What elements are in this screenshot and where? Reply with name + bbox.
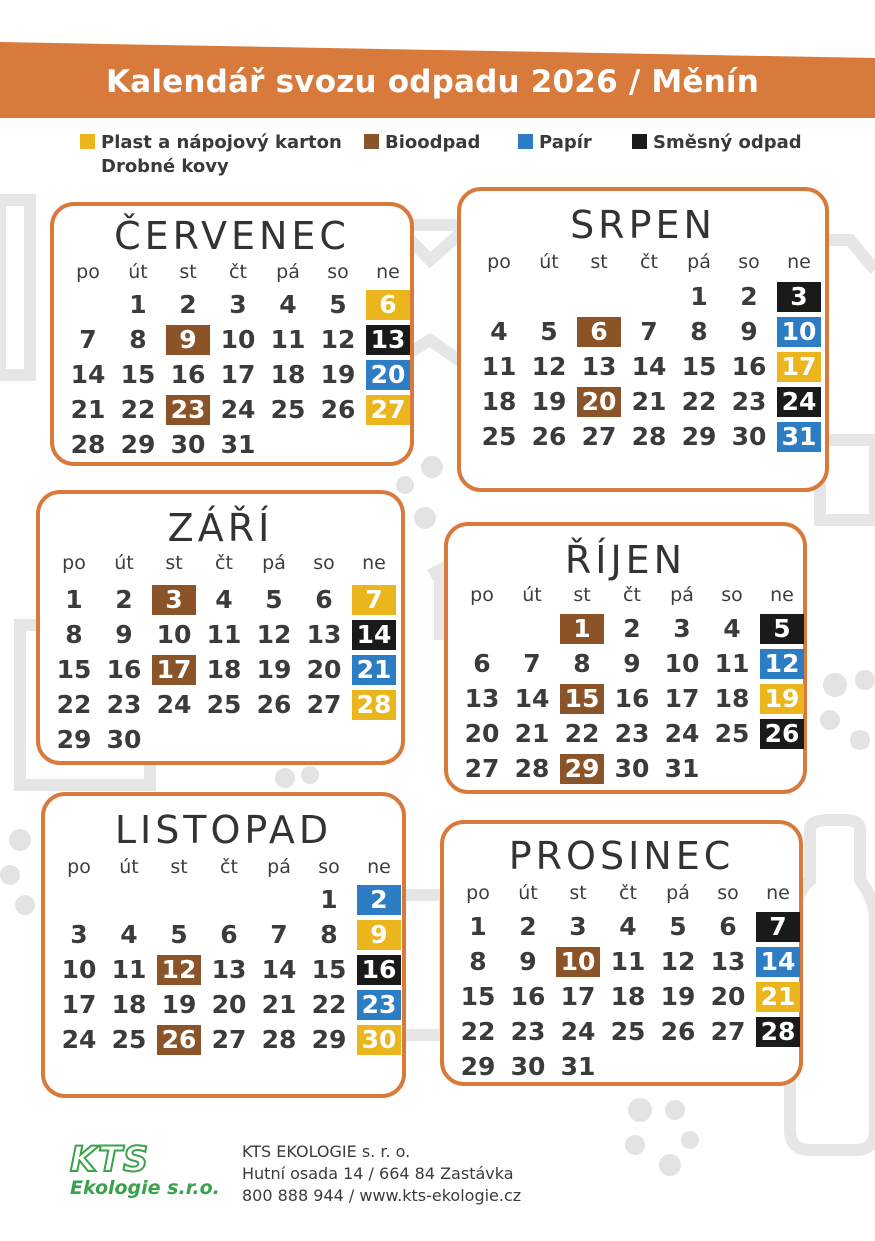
page-title: Kalendář svozu odpadu 2026 / Měnín xyxy=(106,64,759,100)
day-cell: 20 xyxy=(211,990,247,1019)
weekday-header: so xyxy=(717,882,739,904)
day-cell-smes: 3 xyxy=(777,282,821,312)
day-cell: 18 xyxy=(111,990,147,1019)
day-cell-bio: 26 xyxy=(157,1025,201,1055)
day-cell-smes: 26 xyxy=(760,719,804,749)
day-cell: 5 xyxy=(170,920,188,949)
day-cell: 2 xyxy=(740,282,758,311)
day-cell-papir: 31 xyxy=(777,422,821,452)
day-cell: 13 xyxy=(211,955,247,984)
day-cell-smes: 7 xyxy=(756,912,800,942)
day-cell: 21 xyxy=(514,719,550,748)
legend-bio-label: Bioodpad xyxy=(385,132,481,153)
day-cell: 2 xyxy=(179,290,197,319)
day-cell: 15 xyxy=(681,352,717,381)
day-cell: 8 xyxy=(469,947,487,976)
day-cell: 25 xyxy=(481,422,517,451)
day-cell-bio: 23 xyxy=(166,395,210,425)
day-cell: 7 xyxy=(270,920,288,949)
weekday-header: so xyxy=(721,584,743,606)
weekday-header: čt xyxy=(215,552,233,574)
day-cell: 12 xyxy=(531,352,567,381)
day-cell-bio: 12 xyxy=(157,955,201,985)
day-cell-smes: 5 xyxy=(760,614,804,644)
weekday-header: po xyxy=(67,856,91,878)
day-cell: 14 xyxy=(514,684,550,713)
weekday-header: po xyxy=(76,261,100,283)
day-cell: 30 xyxy=(510,1052,546,1081)
day-cell: 11 xyxy=(206,620,242,649)
day-cell: 24 xyxy=(156,690,192,719)
weekday-header: st xyxy=(179,261,197,283)
day-cell: 2 xyxy=(623,614,641,643)
day-cell: 12 xyxy=(320,325,356,354)
day-cell: 20 xyxy=(710,982,746,1011)
day-cell: 26 xyxy=(320,395,356,424)
day-cell: 18 xyxy=(270,360,306,389)
weekday-header: st xyxy=(170,856,188,878)
day-cell: 25 xyxy=(610,1017,646,1046)
day-cell: 30 xyxy=(614,754,650,783)
day-cell: 6 xyxy=(220,920,238,949)
day-cell: 15 xyxy=(120,360,156,389)
day-cell: 3 xyxy=(229,290,247,319)
day-cell: 29 xyxy=(56,725,92,754)
legend-smes-label: Směsný odpad xyxy=(653,132,802,153)
day-cell: 7 xyxy=(79,325,97,354)
weekday-header: so xyxy=(318,856,340,878)
day-cell-papir: 12 xyxy=(760,649,804,679)
day-cell-plast: 9 xyxy=(357,920,401,950)
day-cell: 13 xyxy=(581,352,617,381)
day-cell-plast: 28 xyxy=(352,690,396,720)
weekday-header: so xyxy=(313,552,335,574)
day-cell: 25 xyxy=(206,690,242,719)
day-cell: 31 xyxy=(664,754,700,783)
papir-swatch xyxy=(518,134,533,149)
day-cell: 11 xyxy=(481,352,517,381)
day-cell: 29 xyxy=(120,430,156,459)
day-cell-bio: 9 xyxy=(166,325,210,355)
day-cell-bio: 20 xyxy=(577,387,621,417)
day-cell: 5 xyxy=(669,912,687,941)
day-cell: 17 xyxy=(220,360,256,389)
day-cell: 9 xyxy=(115,620,133,649)
day-cell: 1 xyxy=(469,912,487,941)
month-name: ZÁŘÍ xyxy=(167,506,274,550)
day-cell: 31 xyxy=(220,430,256,459)
kts-logo-subtitle: Ekologie s.r.o. xyxy=(70,1177,220,1199)
day-cell: 4 xyxy=(120,920,138,949)
day-cell: 16 xyxy=(614,684,650,713)
day-cell-papir: 20 xyxy=(366,360,410,390)
title-banner xyxy=(0,0,875,125)
day-cell: 25 xyxy=(714,719,750,748)
weekday-header: ne xyxy=(770,584,794,606)
day-cell: 18 xyxy=(481,387,517,416)
day-cell: 17 xyxy=(560,982,596,1011)
day-cell: 25 xyxy=(270,395,306,424)
legend-bio xyxy=(364,132,480,153)
day-cell: 9 xyxy=(519,947,537,976)
day-cell-smes: 28 xyxy=(756,1017,800,1047)
day-cell: 3 xyxy=(70,920,88,949)
day-cell: 18 xyxy=(206,655,242,684)
day-cell-bio: 15 xyxy=(560,684,604,714)
day-cell: 12 xyxy=(660,947,696,976)
legend-papir-label: Papír xyxy=(539,132,592,153)
month-rijen xyxy=(444,522,807,794)
day-cell: 14 xyxy=(261,955,297,984)
weekday-header: pá xyxy=(666,882,690,904)
day-cell: 24 xyxy=(220,395,256,424)
weekday-header: út xyxy=(539,251,559,273)
day-cell: 18 xyxy=(714,684,750,713)
month-cervenec xyxy=(50,202,414,466)
day-cell: 28 xyxy=(631,422,667,451)
day-cell: 16 xyxy=(731,352,767,381)
day-cell: 14 xyxy=(70,360,106,389)
kts-logo: KTS xyxy=(70,1140,150,1180)
day-cell: 24 xyxy=(664,719,700,748)
day-cell: 24 xyxy=(560,1017,596,1046)
day-cell: 29 xyxy=(460,1052,496,1081)
day-cell: 19 xyxy=(320,360,356,389)
legend-plast-label: Plast a nápojový karton xyxy=(101,132,342,153)
weekday-header: ne xyxy=(362,552,386,574)
day-cell: 22 xyxy=(311,990,347,1019)
day-cell: 10 xyxy=(220,325,256,354)
day-cell: 27 xyxy=(581,422,617,451)
day-cell: 23 xyxy=(106,690,142,719)
weekday-header: st xyxy=(569,882,587,904)
weekday-header: po xyxy=(62,552,86,574)
day-cell: 28 xyxy=(514,754,550,783)
day-cell: 19 xyxy=(161,990,197,1019)
day-cell: 26 xyxy=(531,422,567,451)
day-cell: 21 xyxy=(631,387,667,416)
footer-contact: 800 888 944 / www.kts-ekologie.cz xyxy=(242,1186,522,1205)
day-cell: 12 xyxy=(256,620,292,649)
day-cell: 23 xyxy=(510,1017,546,1046)
day-cell-bio: 6 xyxy=(577,317,621,347)
day-cell: 5 xyxy=(329,290,347,319)
weekday-header: čt xyxy=(640,251,658,273)
day-cell: 29 xyxy=(311,1025,347,1054)
day-cell: 20 xyxy=(464,719,500,748)
day-cell: 8 xyxy=(320,920,338,949)
day-cell: 10 xyxy=(61,955,97,984)
weekday-header: st xyxy=(590,251,608,273)
weekday-header: pá xyxy=(262,552,286,574)
day-cell: 6 xyxy=(315,585,333,614)
day-cell: 21 xyxy=(261,990,297,1019)
weekday-header: út xyxy=(522,584,542,606)
day-cell-papir: 23 xyxy=(357,990,401,1020)
weekday-header: po xyxy=(466,882,490,904)
day-cell: 21 xyxy=(70,395,106,424)
day-cell-smes: 24 xyxy=(777,387,821,417)
day-cell: 8 xyxy=(65,620,83,649)
day-cell: 1 xyxy=(320,885,338,914)
day-cell: 8 xyxy=(690,317,708,346)
month-srpen xyxy=(457,187,829,492)
day-cell: 16 xyxy=(106,655,142,684)
day-cell: 15 xyxy=(311,955,347,984)
day-cell: 22 xyxy=(460,1017,496,1046)
day-cell: 27 xyxy=(710,1017,746,1046)
month-name: LISTOPAD xyxy=(114,808,333,852)
day-cell: 16 xyxy=(170,360,206,389)
day-cell: 4 xyxy=(490,317,508,346)
day-cell-plast: 19 xyxy=(760,684,804,714)
day-cell: 16 xyxy=(510,982,546,1011)
day-cell: 3 xyxy=(569,912,587,941)
day-cell: 4 xyxy=(215,585,233,614)
day-cell: 27 xyxy=(211,1025,247,1054)
day-cell: 13 xyxy=(306,620,342,649)
day-cell: 6 xyxy=(473,649,491,678)
day-cell-smes: 14 xyxy=(352,620,396,650)
day-cell: 29 xyxy=(681,422,717,451)
day-cell: 27 xyxy=(464,754,500,783)
day-cell: 11 xyxy=(111,955,147,984)
month-listopad xyxy=(41,792,406,1098)
day-cell: 2 xyxy=(519,912,537,941)
day-cell: 22 xyxy=(120,395,156,424)
day-cell: 19 xyxy=(531,387,567,416)
day-cell: 28 xyxy=(70,430,106,459)
day-cell: 13 xyxy=(464,684,500,713)
weekday-header: pá xyxy=(670,584,694,606)
weekday-header: čt xyxy=(220,856,238,878)
weekday-header: st xyxy=(573,584,591,606)
day-cell-plast: 21 xyxy=(756,982,800,1012)
day-cell-bio: 10 xyxy=(556,947,600,977)
day-cell: 7 xyxy=(523,649,541,678)
weekday-header: ne xyxy=(766,882,790,904)
day-cell: 4 xyxy=(723,614,741,643)
weekday-header: čt xyxy=(619,882,637,904)
plast-swatch xyxy=(80,134,95,149)
weekday-header: čt xyxy=(229,261,247,283)
day-cell: 27 xyxy=(306,690,342,719)
day-cell: 8 xyxy=(129,325,147,354)
day-cell-bio: 29 xyxy=(560,754,604,784)
day-cell: 24 xyxy=(61,1025,97,1054)
day-cell: 11 xyxy=(270,325,306,354)
month-name: ČERVENEC xyxy=(114,214,350,258)
day-cell: 26 xyxy=(660,1017,696,1046)
day-cell: 17 xyxy=(61,990,97,1019)
day-cell-papir: 2 xyxy=(357,885,401,915)
legend-plast-sub: Drobné kovy xyxy=(101,156,229,177)
day-cell: 30 xyxy=(170,430,206,459)
legend-smes xyxy=(632,132,802,153)
day-cell: 5 xyxy=(265,585,283,614)
day-cell-bio: 17 xyxy=(152,655,196,685)
day-cell: 3 xyxy=(673,614,691,643)
day-cell: 19 xyxy=(256,655,292,684)
day-cell-plast: 7 xyxy=(352,585,396,615)
weekday-header: pá xyxy=(687,251,711,273)
day-cell: 4 xyxy=(619,912,637,941)
legend-papir xyxy=(518,132,592,153)
day-cell: 23 xyxy=(614,719,650,748)
legend-plast xyxy=(80,132,342,153)
day-cell: 9 xyxy=(623,649,641,678)
day-cell: 26 xyxy=(256,690,292,719)
weekday-header: po xyxy=(470,584,494,606)
day-cell-plast: 27 xyxy=(366,395,410,425)
month-name: ŘÍJEN xyxy=(564,538,687,582)
day-cell: 19 xyxy=(660,982,696,1011)
day-cell: 23 xyxy=(731,387,767,416)
day-cell: 28 xyxy=(261,1025,297,1054)
day-cell: 15 xyxy=(56,655,92,684)
day-cell: 30 xyxy=(731,422,767,451)
weekday-header: ne xyxy=(787,251,811,273)
day-cell: 11 xyxy=(610,947,646,976)
day-cell: 17 xyxy=(664,684,700,713)
day-cell: 30 xyxy=(106,725,142,754)
day-cell-plast: 6 xyxy=(366,290,410,320)
footer-company: KTS EKOLOGIE s. r. o. xyxy=(242,1142,411,1161)
month-prosinec xyxy=(440,820,803,1086)
day-cell-papir: 14 xyxy=(756,947,800,977)
weekday-header: po xyxy=(487,251,511,273)
weekday-header: st xyxy=(165,552,183,574)
day-cell: 22 xyxy=(564,719,600,748)
day-cell: 20 xyxy=(306,655,342,684)
day-cell-smes: 13 xyxy=(366,325,410,355)
day-cell: 4 xyxy=(279,290,297,319)
day-cell-smes: 16 xyxy=(357,955,401,985)
day-cell: 15 xyxy=(460,982,496,1011)
day-cell: 8 xyxy=(573,649,591,678)
month-name: PROSINEC xyxy=(508,834,735,878)
day-cell: 22 xyxy=(56,690,92,719)
weekday-header: út xyxy=(518,882,538,904)
day-cell: 7 xyxy=(640,317,658,346)
weekday-header: út xyxy=(128,261,148,283)
footer-address: Hutní osada 14 / 664 84 Zastávka xyxy=(242,1164,514,1183)
bio-swatch xyxy=(364,134,379,149)
day-cell: 9 xyxy=(740,317,758,346)
day-cell: 31 xyxy=(560,1052,596,1081)
day-cell-bio: 1 xyxy=(560,614,604,644)
day-cell: 1 xyxy=(129,290,147,319)
weekday-header: so xyxy=(738,251,760,273)
day-cell: 22 xyxy=(681,387,717,416)
day-cell-bio: 3 xyxy=(152,585,196,615)
day-cell: 1 xyxy=(65,585,83,614)
day-cell: 10 xyxy=(156,620,192,649)
weekday-header: út xyxy=(119,856,139,878)
day-cell-papir: 10 xyxy=(777,317,821,347)
smes-swatch xyxy=(632,134,647,149)
day-cell-plast: 17 xyxy=(777,352,821,382)
weekday-header: ne xyxy=(376,261,400,283)
weekday-header: út xyxy=(114,552,134,574)
day-cell: 6 xyxy=(719,912,737,941)
weekday-header: pá xyxy=(276,261,300,283)
weekday-header: so xyxy=(327,261,349,283)
day-cell: 18 xyxy=(610,982,646,1011)
day-cell: 1 xyxy=(690,282,708,311)
day-cell: 14 xyxy=(631,352,667,381)
day-cell-papir: 21 xyxy=(352,655,396,685)
day-cell: 13 xyxy=(710,947,746,976)
day-cell-plast: 30 xyxy=(357,1025,401,1055)
day-cell: 10 xyxy=(664,649,700,678)
day-cell: 11 xyxy=(714,649,750,678)
month-zari xyxy=(36,490,405,765)
weekday-header: čt xyxy=(623,584,641,606)
day-cell: 2 xyxy=(115,585,133,614)
weekday-header: pá xyxy=(267,856,291,878)
day-cell: 25 xyxy=(111,1025,147,1054)
month-name: SRPEN xyxy=(570,203,716,247)
weekday-header: ne xyxy=(367,856,391,878)
day-cell: 5 xyxy=(540,317,558,346)
